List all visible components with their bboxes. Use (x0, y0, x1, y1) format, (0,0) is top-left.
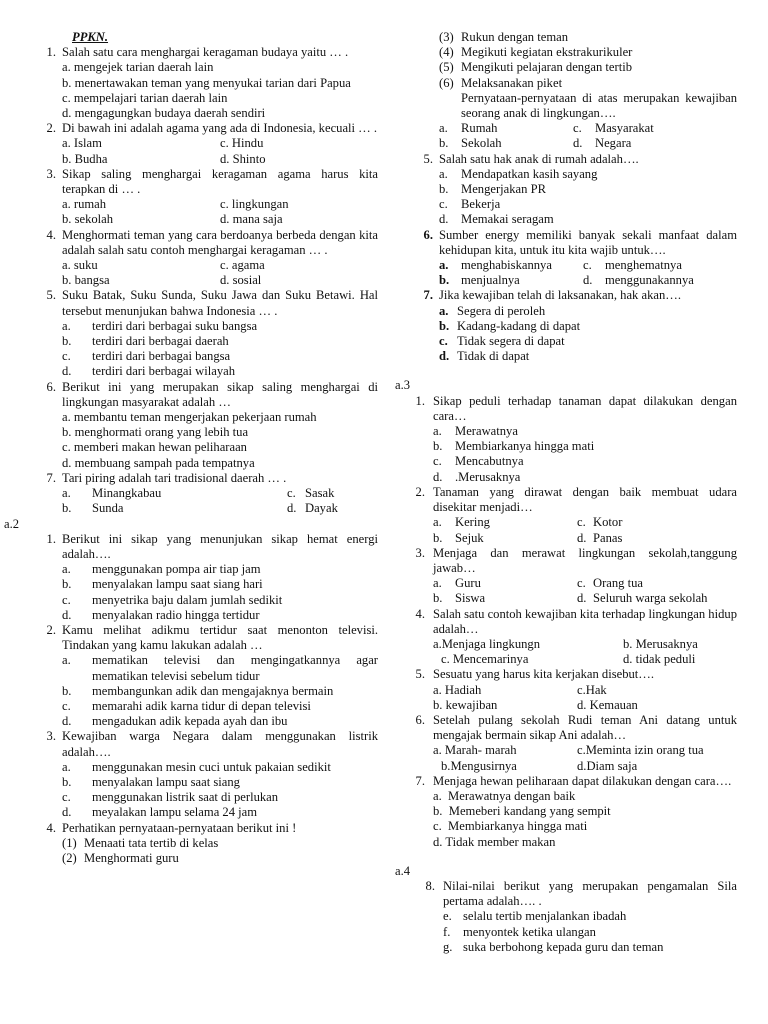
option: c. terdiri dari berbagai bangsa (62, 349, 231, 364)
option: d. mana saja (220, 212, 283, 227)
question-5 (411, 152, 737, 167)
question-7 (411, 288, 737, 303)
option: b. Merusaknya (623, 636, 698, 651)
option: a. menggunakan pompa air tiap jam (62, 562, 261, 577)
question-number: 3. (46, 729, 56, 744)
statement: (4) Megikuti kegiatan ekstrakurikuler (439, 45, 633, 60)
question-number: 6. (415, 712, 425, 727)
question-text: Tari piring adalah tari tradisional daerah … . (62, 470, 287, 485)
question-number: 8. (425, 878, 435, 893)
option: b. sekolah (62, 212, 114, 227)
question-6 (411, 228, 737, 258)
option: d.Diam saja (577, 758, 638, 773)
statement: (1) Menaati tata tertib di kelas (62, 835, 219, 850)
option: a. rumah (62, 197, 107, 212)
options (433, 789, 737, 850)
option: b. bangsa (62, 273, 110, 288)
question-number: 1. (46, 45, 56, 60)
question-2 (34, 121, 378, 136)
question-8 (411, 879, 737, 909)
option: d. mengadukan adik kepada ayah dan ibu (62, 714, 288, 729)
option: c. Membiarkanya hingga mati (433, 819, 588, 834)
options (439, 121, 737, 151)
question-text: Menghormati teman yang cara berdoanya berbeda dengan kita adalah salah satu contoh menghargai keragaman … . (62, 227, 378, 257)
question-text: Sesuatu yang harus kita kerjakan disebut…. (433, 667, 655, 682)
option: c. memarahi adik karna tidur di depan televisi (62, 698, 311, 713)
option: c. menghematnya (583, 258, 682, 273)
option: b. menghormati orang yang lebih tua (62, 425, 249, 440)
option: d. terdiri dari berbagai wilayah (62, 364, 236, 379)
question-text: Salah satu cara menghargai keragaman budaya yaitu … . (62, 45, 349, 60)
options (62, 410, 378, 471)
question-5 (34, 288, 378, 318)
option: d. Tidak member makan (433, 834, 556, 849)
options (433, 424, 737, 485)
question-number: 3. (46, 166, 56, 181)
options (433, 637, 737, 667)
question-1 (34, 45, 378, 60)
question-number: 3. (415, 545, 425, 560)
option: c. Orang tua (577, 576, 644, 591)
question-text: Berikut ini sikap yang menunjukan sikap hemat energi adalah…. (62, 531, 378, 561)
options (62, 760, 378, 821)
question-1 (399, 394, 737, 424)
option: d. .Merusaknya (433, 469, 521, 484)
option: d. tidak peduli (623, 652, 696, 667)
question-text: Salah satu hak anak di rumah adalah…. (439, 151, 639, 166)
question-text: Setelah pulang sekolah Rudi teman Ani datang untuk mengajak bermain sikap Ani adalah… (433, 712, 737, 743)
option: c. Bekerja (439, 197, 501, 212)
statement: (5) Mengikuti pelajaran dengan tertib (439, 60, 633, 75)
option: d. mengagungkan budaya daerah sendiri (62, 106, 266, 121)
option: c.Meminta izin orang tua (577, 743, 704, 758)
options (62, 258, 378, 288)
option: b. terdiri dari berbagai daerah (62, 334, 229, 349)
question-text: Tanaman yang dirawat dengan baik membuat udara disekitar menjadi… (433, 484, 737, 515)
question-number: 1. (415, 393, 425, 408)
options (433, 743, 737, 773)
question-3 (34, 729, 378, 759)
question-6 (399, 713, 737, 743)
option: b. menyalakan lampu saat siang hari (62, 577, 263, 592)
options (433, 576, 737, 606)
question-text: Kewajiban warga Negara dalam menggunakan listrik adalah…. (62, 729, 378, 759)
option: b.Mengusirnya (441, 758, 517, 773)
option: c. menggunakan listrik saat di perlukan (62, 790, 279, 805)
option: a. Marah- marah (433, 743, 517, 758)
question-number: 2. (415, 484, 425, 499)
question-text: Suku Batak, Suku Sunda, Suku Jawa dan Suku Betawi. Hal tersebut menunjukan bahwa Indonesia … . (62, 288, 378, 318)
option: c. Kotor (577, 515, 623, 530)
question-5 (399, 667, 737, 682)
question-number: 2. (46, 121, 56, 136)
options (62, 486, 378, 516)
option: d. Kemauan (577, 697, 638, 712)
option: b. Membiarkanya hingga mati (433, 439, 595, 454)
option: c. Sasak (287, 486, 335, 501)
question-text: Kamu melihat adikmu tertidur saat menonton televisi. Tindakan yang kamu lakukan adalah … (62, 622, 378, 653)
option: a. Segera di peroleh (439, 303, 546, 318)
option: b. kewajiban (433, 697, 498, 712)
options (62, 136, 378, 166)
option: a. Merawatnya dengan baik (433, 788, 576, 803)
question-number: 2. (46, 622, 56, 637)
question-number: 1. (46, 531, 56, 546)
section-label: a.3 (395, 378, 411, 393)
option: c. Mencemarinya (441, 652, 529, 667)
question-7 (399, 774, 737, 789)
option: a.Menjaga lingkungn (433, 636, 541, 651)
option: a. Rumah (439, 121, 498, 136)
option: g. suka berbohong kepada guru dan teman (443, 939, 664, 954)
option: b. Sunda (62, 501, 124, 516)
option: b. membangunkan adik dan mengajaknya bermain (62, 683, 334, 698)
question-3 (34, 167, 378, 197)
option: d. menggunakannya (583, 273, 694, 288)
option: a. Hadiah (433, 682, 482, 697)
question-text: Jika kewajiban telah di laksanakan, hak akan…. (439, 288, 681, 303)
option: b. Sejuk (433, 530, 484, 545)
option: c. Hindu (220, 136, 264, 151)
question-text: Menjaga hewan peliharaan dapat dilakukan dengan cara…. (433, 773, 732, 788)
option: c. menyetrika baju dalam jumlah sedikit (62, 592, 283, 607)
option: d. sosial (220, 273, 262, 288)
question-4 (34, 821, 378, 836)
question-text: Sikap peduli terhadap tanaman dapat dilakukan dengan cara… (433, 393, 737, 423)
statement-note: Pernyataan-pernyataan di atas merupakan kewajiban seorang anak di lingkungan…. (461, 90, 737, 121)
options (439, 304, 737, 365)
question-number: 4. (46, 820, 56, 835)
option: a. Minangkabau (62, 486, 162, 501)
question-number: 6. (46, 379, 56, 394)
section-label: a.2 (4, 516, 20, 531)
option: b. menyalakan lampu saat siang (62, 774, 240, 789)
statement: (2) Menghormati guru (62, 850, 179, 865)
question-text: Sumber energy memiliki banyak sekali manfaat dalam kehidupan kita, untuk itu kita wajib untuk…. (439, 227, 737, 257)
option: d. Seluruh warga sekolah (577, 591, 708, 606)
option: a. Kering (433, 515, 490, 530)
option: f. menyontek ketika ulangan (443, 924, 596, 939)
question-text: Perhatikan pernyataan-pernyataan berikut ini ! (62, 820, 297, 835)
options (443, 909, 737, 955)
option: c. lingkungan (220, 197, 289, 212)
option: c.Hak (577, 682, 607, 697)
question-text: Di bawah ini adalah agama yang ada di Indonesia, kecuali … . (62, 121, 378, 136)
options (433, 683, 737, 713)
option: a. Mendapatkan kasih sayang (439, 166, 598, 181)
option: c. Tidak segera di dapat (439, 334, 565, 349)
option: a. terdiri dari berbagai suku bangsa (62, 318, 258, 333)
question-6 (34, 380, 378, 410)
option: b. Sekolah (439, 136, 502, 151)
question-3 (399, 546, 737, 576)
question-number: 7. (46, 470, 56, 485)
option: a. menghabiskannya (439, 258, 552, 273)
option: b. Siswa (433, 591, 486, 606)
option: b. Mengerjakan PR (439, 182, 546, 197)
left-column (4, 30, 378, 866)
statement: (6) Melaksanakan piket (439, 75, 563, 90)
question-2 (34, 623, 378, 653)
options (62, 60, 378, 121)
option: b. Kadang-kadang di dapat (439, 318, 581, 333)
option: c. mempelajari tarian daerah lain (62, 90, 228, 105)
option: c. Masyarakat (573, 121, 654, 136)
question-number: 6. (423, 227, 433, 242)
option: b. menjualnya (439, 273, 520, 288)
option: a. menggunakan mesin cuci untuk pakaian sedikit (62, 759, 331, 774)
option: b. Memeberi kandang yang sempit (433, 804, 611, 819)
option: d. Tidak di dapat (439, 349, 530, 364)
option: a. mematikan televisi dan mengingatkannya agar mematikan televisi sebelum tidur (62, 653, 378, 683)
question-text: Berikut ini yang merupakan sikap saling menghargai di lingkungan masyarakat adalah … (62, 379, 378, 409)
question-number: 4. (46, 227, 56, 242)
option: d. Panas (577, 530, 623, 545)
options (433, 515, 737, 545)
option: b. Budha (62, 151, 108, 166)
option: d. Dayak (287, 501, 338, 516)
page-title: PPKN. (72, 30, 109, 44)
question-number: 7. (423, 288, 433, 303)
question-1 (34, 532, 378, 562)
option: d. Shinto (220, 151, 266, 166)
options (62, 319, 378, 380)
statement: (3) Rukun dengan teman (439, 30, 569, 44)
question-number: 7. (415, 773, 425, 788)
option: a. Merawatnya (433, 424, 518, 439)
question-number: 4. (415, 606, 425, 621)
option: d. menyalakan radio hingga tertidur (62, 607, 260, 622)
option: c. Mencabutnya (433, 454, 524, 469)
option: d. meyalakan lampu selama 24 jam (62, 805, 258, 820)
options (439, 258, 737, 288)
option: c. agama (220, 258, 265, 273)
option: d. membuang sampah pada tempatnya (62, 455, 255, 470)
option: a. Islam (62, 136, 102, 151)
question-text: Salah satu contoh kewajiban kita terhadap lingkungan hidup adalah… (433, 606, 737, 636)
options (62, 562, 378, 623)
option: a. membantu teman mengerjakan pekerjaan rumah (62, 410, 317, 425)
option: e. selalu tertib menjalankan ibadah (443, 909, 627, 924)
question-text: Nilai-nilai berikut yang merupakan pengamalan Sila pertama adalah…. . (443, 878, 737, 909)
question-4 (34, 228, 378, 258)
section-label: a.4 (395, 863, 411, 878)
option: d. Negara (573, 136, 632, 151)
right-column (397, 30, 737, 955)
question-text: Sikap saling menghargai keragaman agama harus kita terapkan di … . (62, 166, 378, 197)
option: d. Memakai seragam (439, 212, 554, 227)
question-number: 5. (46, 288, 56, 303)
question-number: 5. (423, 151, 433, 166)
question-number: 5. (415, 667, 425, 682)
options (439, 167, 737, 228)
question-7 (34, 471, 378, 486)
option: b. menertawakan teman yang menyukai tarian dari Papua (62, 75, 351, 90)
question-4 (399, 607, 737, 637)
option: a. mengejek tarian daerah lain (62, 60, 214, 75)
option: a. Guru (433, 576, 481, 591)
options (62, 653, 378, 729)
options (62, 197, 378, 227)
option: a. suku (62, 258, 98, 273)
question-text: Menjaga dan merawat lingkungan sekolah,tanggung jawab… (433, 545, 737, 575)
option: c. memberi makan hewan peliharaan (62, 440, 247, 455)
question-2 (399, 485, 737, 515)
